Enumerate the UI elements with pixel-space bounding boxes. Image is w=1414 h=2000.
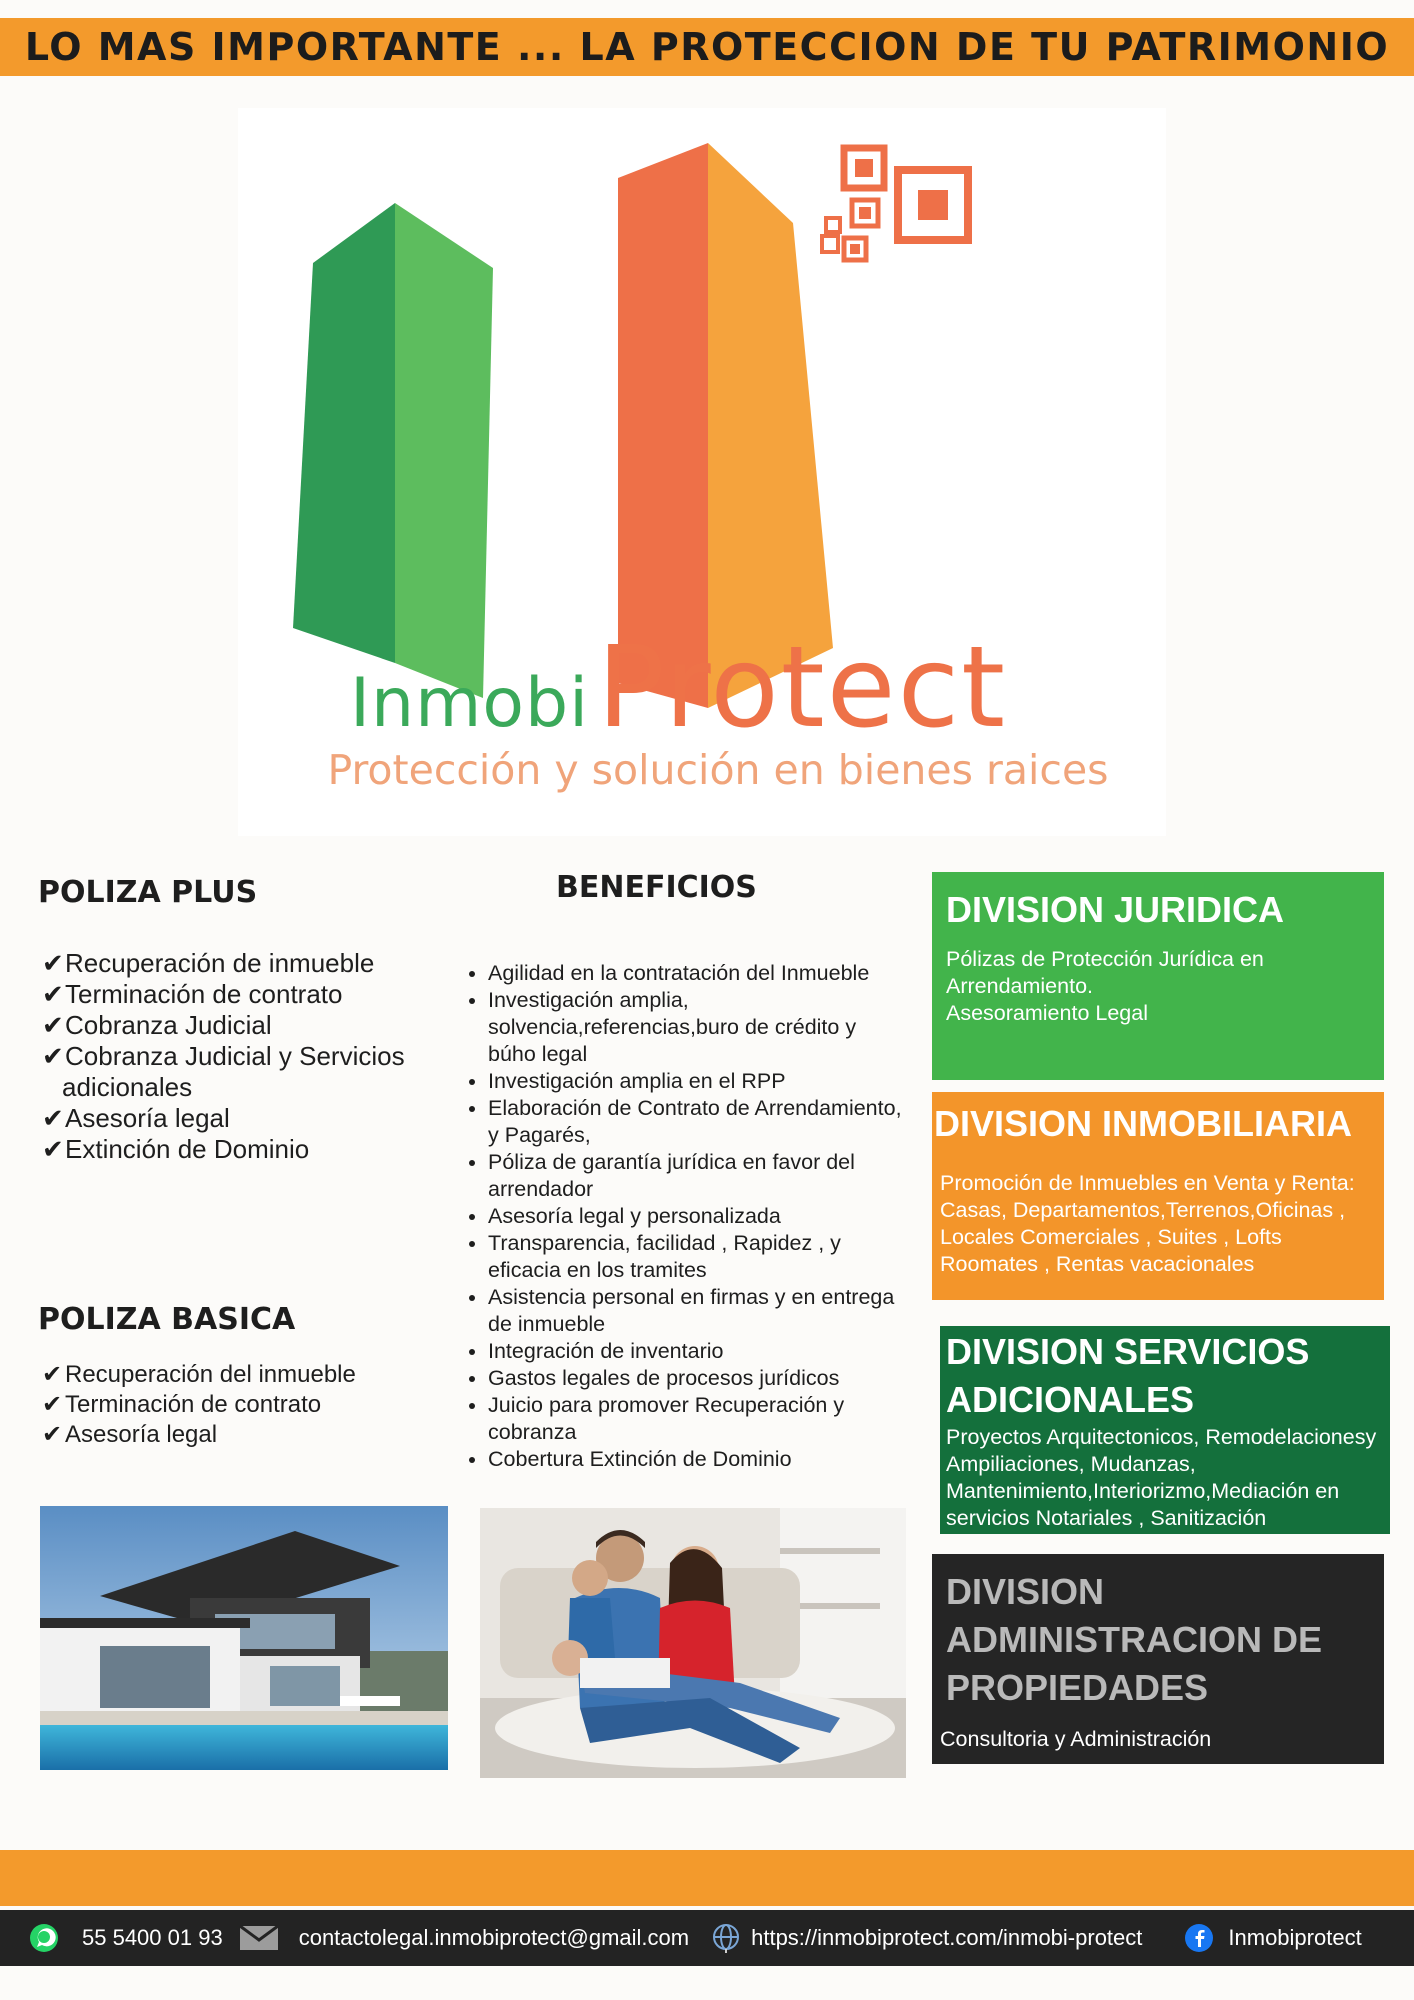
- facebook-icon[interactable]: [1184, 1923, 1214, 1953]
- division-administracion-box: [932, 1554, 1384, 1764]
- division-inmobiliaria-text: Promoción de Inmuebles en Venta y Renta: Casas, Departamentos,Terrenos,Oficinas , Locales Comerciales , Suites , Lofts Roomates , Rentas vacacionales: [940, 1171, 1355, 1276]
- check-icon: ✔: [42, 1041, 64, 1071]
- list-item: • Elaboración de Contrato de Arrendamiento, y Pagarés,: [488, 1095, 908, 1149]
- beneficios-title: BENEFICIOS: [556, 870, 757, 905]
- house-photo: [40, 1506, 448, 1770]
- website-link[interactable]: https://inmobiprotect.com/inmobi-protect: [751, 1925, 1143, 1950]
- list-item: • Agilidad en la contratación del Inmueble: [488, 960, 908, 987]
- phone-number[interactable]: 55 5400 01 93: [82, 1925, 223, 1950]
- division-juridica-box: [932, 872, 1384, 1080]
- list-item: ✔ Terminación de contrato: [42, 1391, 322, 1418]
- family-photo: [480, 1508, 906, 1778]
- facebook-link[interactable]: Inmobiprotect: [1228, 1925, 1362, 1950]
- check-icon: ✔: [42, 1421, 63, 1448]
- email-link[interactable]: contactolegal.inmobiprotect@gmail.com: [298, 1925, 690, 1950]
- poliza-basica-list: [42, 1360, 432, 1450]
- division-juridica-text: Pólizas de Protección Jurídica en Arrendamiento. Asesoramiento Legal: [946, 947, 1264, 1025]
- check-icon: ✔: [42, 1391, 63, 1418]
- division-inmobiliaria-title: DIVISION INMOBILIARIA: [934, 1103, 1353, 1144]
- globe-icon[interactable]: [711, 1923, 741, 1953]
- poliza-plus-title: POLIZA PLUS: [38, 875, 258, 910]
- check-icon: ✔: [42, 1010, 64, 1040]
- list-item: ✔ Recuperación del inmueble: [42, 1361, 356, 1388]
- check-icon: ✔: [42, 979, 64, 1009]
- list-item: ✔Cobranza Judicial: [42, 1010, 272, 1040]
- bottom-orange-bar: [0, 1850, 1414, 1906]
- list-item: • Juicio para promover Recuperación y cobranza: [488, 1392, 908, 1446]
- top-banner: [0, 18, 1414, 76]
- list-item: ✔Extinción de Dominio: [42, 1134, 310, 1164]
- list-item: ✔Recuperación de inmueble: [42, 948, 375, 978]
- beneficios-list: [468, 960, 908, 1473]
- list-item: • Asistencia personal en firmas y en entrega de inmueble: [488, 1284, 908, 1338]
- list-item: ✔Asesoría legal: [42, 1103, 230, 1133]
- list-item: • Transparencia, facilidad , Rapidez , y eficacia en los tramites: [488, 1230, 908, 1284]
- division-juridica-title: DIVISION JURIDICA: [946, 889, 1285, 930]
- division-inmobiliaria-box: [932, 1092, 1384, 1300]
- check-icon: ✔: [42, 1361, 63, 1388]
- list-item: • Cobertura Extinción de Dominio: [488, 1446, 908, 1473]
- list-item: • Póliza de garantía jurídica en favor del arrendador: [488, 1149, 908, 1203]
- footer-contact-bar: [0, 1910, 1414, 1966]
- green-building-left-face: [293, 203, 395, 663]
- list-item: ✔ Asesoría legal: [42, 1421, 218, 1448]
- list-item: ✔Cobranza Judicial y Servicios adicionales: [42, 1041, 405, 1102]
- list-item: ✔Terminación de contrato: [42, 979, 343, 1009]
- check-icon: ✔: [42, 948, 64, 978]
- whatsapp-icon[interactable]: [28, 1922, 60, 1954]
- poliza-basica-title: POLIZA BASICA: [38, 1302, 296, 1337]
- list-item: • Gastos legales de procesos jurídicos: [488, 1365, 908, 1392]
- logo-tagline: Protección y solución en bienes raices: [327, 746, 1109, 794]
- division-servicios-box: [940, 1326, 1390, 1534]
- division-administracion-title: DIVISION ADMINISTRACION DE PROPIEDADES: [946, 1571, 1322, 1708]
- list-item: • Investigación amplia, solvencia,referencias,buro de crédito y búho legal: [488, 987, 908, 1068]
- mail-icon[interactable]: [239, 1924, 279, 1952]
- logo-brand-protect: Protect: [597, 623, 1008, 753]
- check-icon: ✔: [42, 1103, 64, 1133]
- poliza-plus-list: [42, 948, 432, 1165]
- logo-wordmark: [350, 623, 1007, 753]
- division-servicios-text: Proyectos Arquitectonicos, Remodelacionesy Ampiliaciones, Mudanzas, Mantenimiento,Interiorizmo,Mediación en servicios Notariales , Sanitización: [946, 1425, 1377, 1530]
- list-item: • Asesoría legal y personalizada: [488, 1203, 908, 1230]
- list-item: • Investigación amplia en el RPP: [488, 1068, 908, 1095]
- division-servicios-title: DIVISION SERVICIOS ADICIONALES: [946, 1331, 1310, 1420]
- logo-brand-inmobi: Inmobi: [350, 664, 590, 743]
- banner-title: LO MAS IMPORTANTE ... LA PROTECCION DE TU PATRIMONIO: [24, 25, 1390, 69]
- list-item: • Integración de inventario: [488, 1338, 908, 1365]
- division-administracion-text: Consultoria y Administración: [940, 1727, 1212, 1751]
- logo: [238, 108, 1166, 836]
- check-icon: ✔: [42, 1134, 64, 1164]
